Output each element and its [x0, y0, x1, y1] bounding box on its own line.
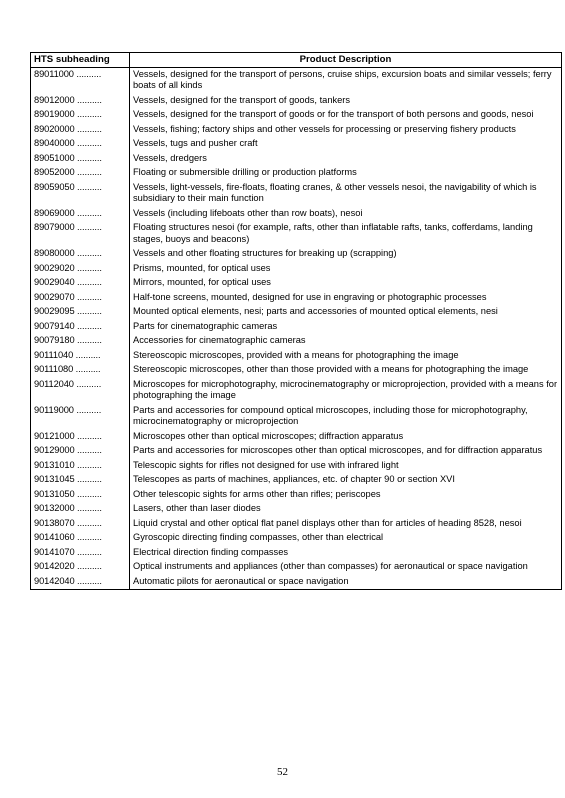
hts-code-cell: 89012000 .......... — [31, 94, 130, 109]
hts-code-cell: 89052000 .......... — [31, 166, 130, 181]
hts-code-cell: 90112040 .......... — [31, 378, 130, 404]
product-description-cell: Vessels and other floating structures for breaking up (scrapping) — [130, 247, 562, 262]
table-row — [31, 473, 562, 488]
hts-code-cell: 89040000 .......... — [31, 137, 130, 152]
product-description-cell: Telescopic sights for rifles not designed for use with infrared light — [130, 459, 562, 474]
hts-code-cell: 90079140 .......... — [31, 320, 130, 335]
hts-code-cell: 90132000 .......... — [31, 502, 130, 517]
hts-code-cell: 90142020 .......... — [31, 560, 130, 575]
table-header-row — [31, 53, 562, 68]
hts-product-table — [30, 52, 562, 590]
product-description-cell: Vessels, designed for the transport of goods, tankers — [130, 94, 562, 109]
table-row — [31, 137, 562, 152]
table-row — [31, 181, 562, 207]
product-description-cell: Other telescopic sights for arms other than rifles; periscopes — [130, 488, 562, 503]
product-description-cell: Telescopes as parts of machines, appliances, etc. of chapter 90 or section XVI — [130, 473, 562, 488]
product-description-cell: Floating structures nesoi (for example, rafts, other than inflatable rafts, tanks, cofferdams, landing stages, buoys and beacons) — [130, 221, 562, 247]
table-row — [31, 123, 562, 138]
page-number: 52 — [277, 766, 288, 778]
hts-code-cell: 89019000 .......... — [31, 108, 130, 123]
product-description-cell: Gyroscopic directing finding compasses, other than electrical — [130, 531, 562, 546]
table-row — [31, 262, 562, 277]
product-description-cell: Vessels, fishing; factory ships and other vessels for processing or preserving fishery products — [130, 123, 562, 138]
hts-code-cell: 89079000 .......... — [31, 221, 130, 247]
hts-code-cell: 90138070 .......... — [31, 517, 130, 532]
product-description-cell: Accessories for cinematographic cameras — [130, 334, 562, 349]
product-description-cell: Stereoscopic microscopes, other than those provided with a means for photographing the image — [130, 363, 562, 378]
hts-code-cell: 89059050 .......... — [31, 181, 130, 207]
table-row — [31, 502, 562, 517]
table-row — [31, 575, 562, 590]
table-row — [31, 276, 562, 291]
hts-code-cell: 90131050 .......... — [31, 488, 130, 503]
table-row — [31, 546, 562, 561]
table-row — [31, 320, 562, 335]
hts-code-cell: 90141060 .......... — [31, 531, 130, 546]
hts-code-cell: 90131045 .......... — [31, 473, 130, 488]
hts-code-cell: 90141070 .......... — [31, 546, 130, 561]
product-description-cell: Mounted optical elements, nesi; parts and accessories of mounted optical elements, nesi — [130, 305, 562, 320]
product-description-cell: Vessels, light-vessels, fire-floats, floating cranes, & other vessels nesoi, the navigability of which is subsidiary to their main function — [130, 181, 562, 207]
product-description-cell: Stereoscopic microscopes, provided with a means for photographing the image — [130, 349, 562, 364]
hts-code-cell: 90119000 .......... — [31, 404, 130, 430]
hts-code-cell: 90029020 .......... — [31, 262, 130, 277]
hts-code-cell: 90029070 .......... — [31, 291, 130, 306]
table-row — [31, 221, 562, 247]
product-description-cell: Microscopes other than optical microscopes; diffraction apparatus — [130, 430, 562, 445]
product-description-cell: Electrical direction finding compasses — [130, 546, 562, 561]
table-row — [31, 560, 562, 575]
table-row — [31, 207, 562, 222]
table-row — [31, 94, 562, 109]
product-description-cell: Vessels, tugs and pusher craft — [130, 137, 562, 152]
table-row — [31, 67, 562, 94]
table-row — [31, 404, 562, 430]
table-row — [31, 488, 562, 503]
hts-code-cell: 89069000 .......... — [31, 207, 130, 222]
hts-code-cell: 90111040 .......... — [31, 349, 130, 364]
hts-code-cell: 90129000 .......... — [31, 444, 130, 459]
product-description-cell: Lasers, other than laser diodes — [130, 502, 562, 517]
product-description-cell: Automatic pilots for aeronautical or space navigation — [130, 575, 562, 590]
table-row — [31, 108, 562, 123]
product-description-cell: Vessels, designed for the transport of goods or for the transport of both persons and goods, nesoi — [130, 108, 562, 123]
product-description-cell: Liquid crystal and other optical flat panel displays other than for articles of heading 8528, nesoi — [130, 517, 562, 532]
product-description-cell: Vessels (including lifeboats other than row boats), nesoi — [130, 207, 562, 222]
product-description-cell: Floating or submersible drilling or production platforms — [130, 166, 562, 181]
product-description-cell: Mirrors, mounted, for optical uses — [130, 276, 562, 291]
product-description-cell: Vessels, designed for the transport of persons, cruise ships, excursion boats and similar vessels; ferry boats of all kinds — [130, 67, 562, 94]
table-row — [31, 444, 562, 459]
hts-subheading-header: HTS subheading — [31, 53, 130, 68]
table-row — [31, 291, 562, 306]
document-page — [30, 52, 561, 590]
product-description-cell: Microscopes for microphotography, microcinematography or microprojection, provided with a means for photographing the image — [130, 378, 562, 404]
hts-code-cell: 90029095 .......... — [31, 305, 130, 320]
table-row — [31, 247, 562, 262]
hts-code-cell: 90131010 .......... — [31, 459, 130, 474]
product-description-cell: Half-tone screens, mounted, designed for use in engraving or photographic processes — [130, 291, 562, 306]
table-row — [31, 430, 562, 445]
product-description-cell: Parts and accessories for compound optical microscopes, including those for microphotography, microcinematography or microprojection — [130, 404, 562, 430]
hts-code-cell: 90111080 .......... — [31, 363, 130, 378]
hts-code-cell: 89020000 .......... — [31, 123, 130, 138]
hts-code-cell: 90029040 .......... — [31, 276, 130, 291]
hts-code-cell: 90142040 .......... — [31, 575, 130, 590]
product-description-cell: Optical instruments and appliances (other than compasses) for aeronautical or space navigation — [130, 560, 562, 575]
table-row — [31, 517, 562, 532]
table-row — [31, 152, 562, 167]
table-row — [31, 531, 562, 546]
table-row — [31, 334, 562, 349]
hts-code-cell: 89080000 .......... — [31, 247, 130, 262]
table-body — [31, 67, 562, 590]
product-description-cell: Vessels, dredgers — [130, 152, 562, 167]
table-row — [31, 378, 562, 404]
hts-code-cell: 89011000 .......... — [31, 67, 130, 94]
product-description-header: Product Description — [130, 53, 562, 68]
hts-code-cell: 89051000 .......... — [31, 152, 130, 167]
product-description-cell: Prisms, mounted, for optical uses — [130, 262, 562, 277]
product-description-cell: Parts for cinematographic cameras — [130, 320, 562, 335]
table-row — [31, 305, 562, 320]
hts-code-cell: 90079180 .......... — [31, 334, 130, 349]
table-row — [31, 459, 562, 474]
hts-code-cell: 90121000 .......... — [31, 430, 130, 445]
table-row — [31, 166, 562, 181]
table-row — [31, 363, 562, 378]
product-description-cell: Parts and accessories for microscopes other than optical microscopes, and for diffraction apparatus — [130, 444, 562, 459]
table-row — [31, 349, 562, 364]
